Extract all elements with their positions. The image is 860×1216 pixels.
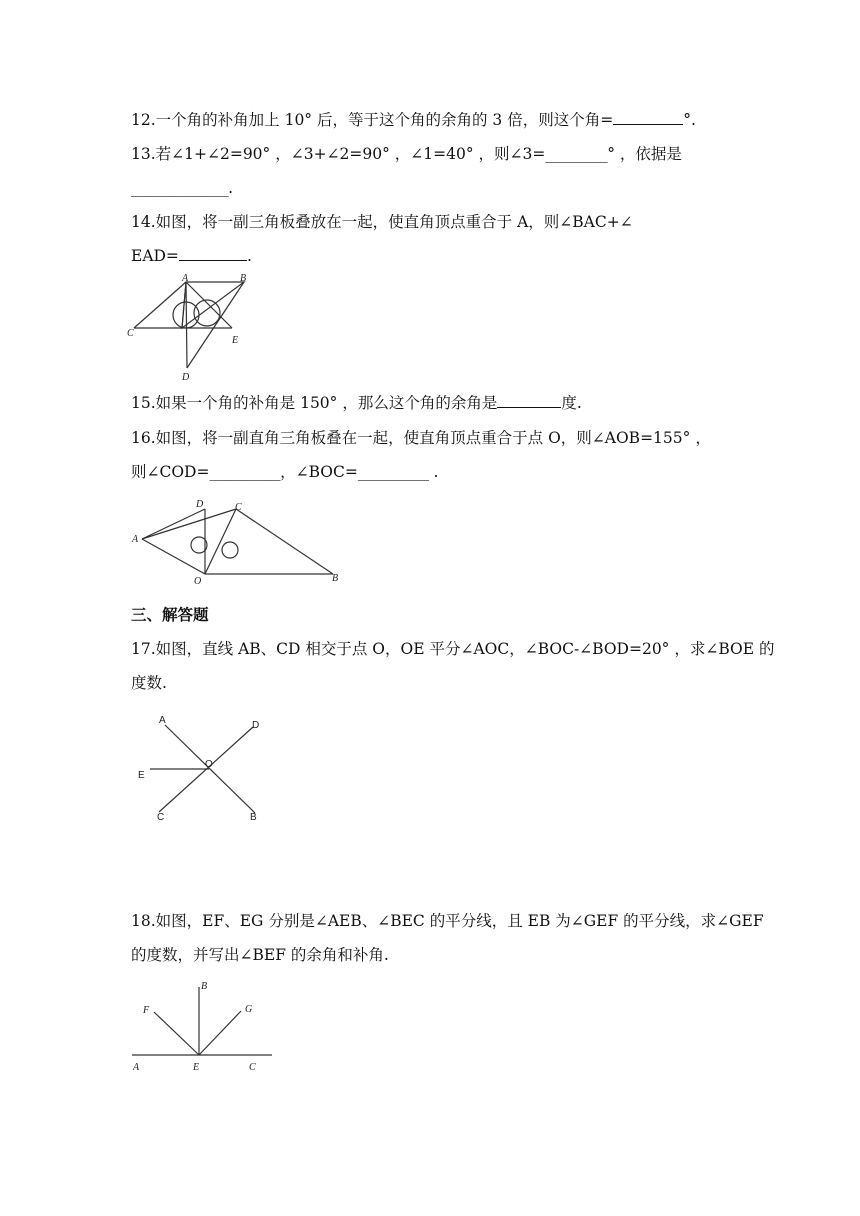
q18-label-e: E [193,1062,200,1073]
q14-segment-ad [186,282,187,368]
question-12 [131,109,696,131]
q12-text: 12.一个角的补角加上 10° 后，等于这个角的余角的 3 倍，则这个角= [131,111,614,129]
question-13-cont [131,177,233,199]
question-17-cont [131,672,167,694]
q15-answer-blank[interactable] [497,392,561,408]
q18-text-end: 的度数，并写出∠BEF 的余角和补角. [131,946,389,964]
q15-text: 15.如果一个角的补角是 150° ，那么这个角的余角是 [131,394,498,412]
q17-text: 17.如图，直线 AB、CD 相交于点 O，OE 平分∠AOC，∠BOC-∠BOD=20° ，求∠BOE 的 [131,640,775,658]
q18-label-g: G [245,1004,253,1015]
q14-answer-blank[interactable] [179,245,247,261]
q16-text: 16.如图，将一副直角三角板叠在一起，使直角顶点重合于点 O，则∠AOB=155° ， [131,429,711,447]
q14-side-ad [182,282,186,328]
q14-figure [120,270,260,385]
q17-label-c: C [157,812,165,823]
q14-label-e: E [232,335,239,346]
question-15 [131,392,582,414]
q16-label-b: B [332,573,339,584]
q17-label-a: A [159,715,166,726]
q16-segment-ac [142,509,236,539]
q17-label-b: B [250,812,257,823]
q14-label-c: C [127,328,134,339]
q16-figure [128,496,358,588]
q14-label-d: D [182,372,190,383]
q14-label-b: B [240,273,247,284]
question-18 [131,910,764,932]
q16-label-c: C [235,502,242,513]
section-3-title: 三、解答题 [131,606,209,624]
q18-text: 18.如图，EF、EG 分别是∠AEB、∠BEC 的平分线，且 EB 为∠GEF 的平分线，求∠GEF [131,912,764,930]
q18-label-c: C [249,1062,256,1073]
q18-figure [126,975,276,1080]
q16-segment-ao [142,539,205,574]
q18-ray-eg [199,1011,241,1055]
q16-segment-co [205,509,236,574]
q17-figure [128,710,278,825]
q16-label-d: D [196,499,204,510]
q16-hole-right [222,542,238,558]
q14-text-end: . [246,247,252,265]
q17-text-end: 度数. [131,674,167,692]
q17-label-d: D [252,720,260,731]
question-18-cont [131,944,389,966]
q14-text-ead: EAD= [131,247,179,265]
q16-segment-cb [236,509,333,574]
q16-text-end: . [428,463,439,481]
q17-label-o: O [205,759,213,770]
q16-label-a: A [132,534,139,545]
q18-label-f: F [143,1005,150,1016]
q14-triangle-abd [182,282,244,328]
question-17 [131,638,774,660]
question-13 [131,143,682,165]
q16-label-o: O [194,576,202,587]
q14-segment-ae [186,282,232,328]
q16-text-cod: 则∠COD= [131,463,210,481]
q13-text-mid: ° ，依据是 [607,145,682,163]
q16-segment-ad [142,509,205,539]
q14-segment-bd [187,282,244,368]
question-14-cont [131,245,252,267]
q13-text-end: . [228,179,234,197]
q15-text-end: 度. [561,394,582,412]
q14-hole-right [194,300,220,326]
q16-text-boc: ，∠BOC= [280,463,358,481]
q14-text: 14.如图，将一副三角板叠放在一起，使直角顶点重合于 A，则∠BAC+∠ [131,213,633,231]
q13-text: 13.若∠1+∠2=90° ，∠3+∠2=90° ，∠1=40° ，则∠3= [131,145,546,163]
q17-label-e: E [138,770,145,781]
q14-label-a: A [182,273,189,284]
question-16 [131,427,711,449]
q12-text-end: °. [683,111,696,129]
q16-answer-blank-2[interactable]: ________ [357,463,429,481]
question-16-cont [131,461,438,483]
q12-answer-blank[interactable] [613,109,683,125]
q18-label-b: B [201,981,208,992]
q16-answer-blank-1[interactable]: ________ [209,463,281,481]
q18-label-a: A [133,1062,140,1073]
question-14 [131,211,633,233]
q13-answer-blank-2[interactable]: ___________ [131,179,229,197]
q18-ray-ef [154,1012,199,1055]
q13-answer-blank-1[interactable]: _______ [545,145,608,163]
